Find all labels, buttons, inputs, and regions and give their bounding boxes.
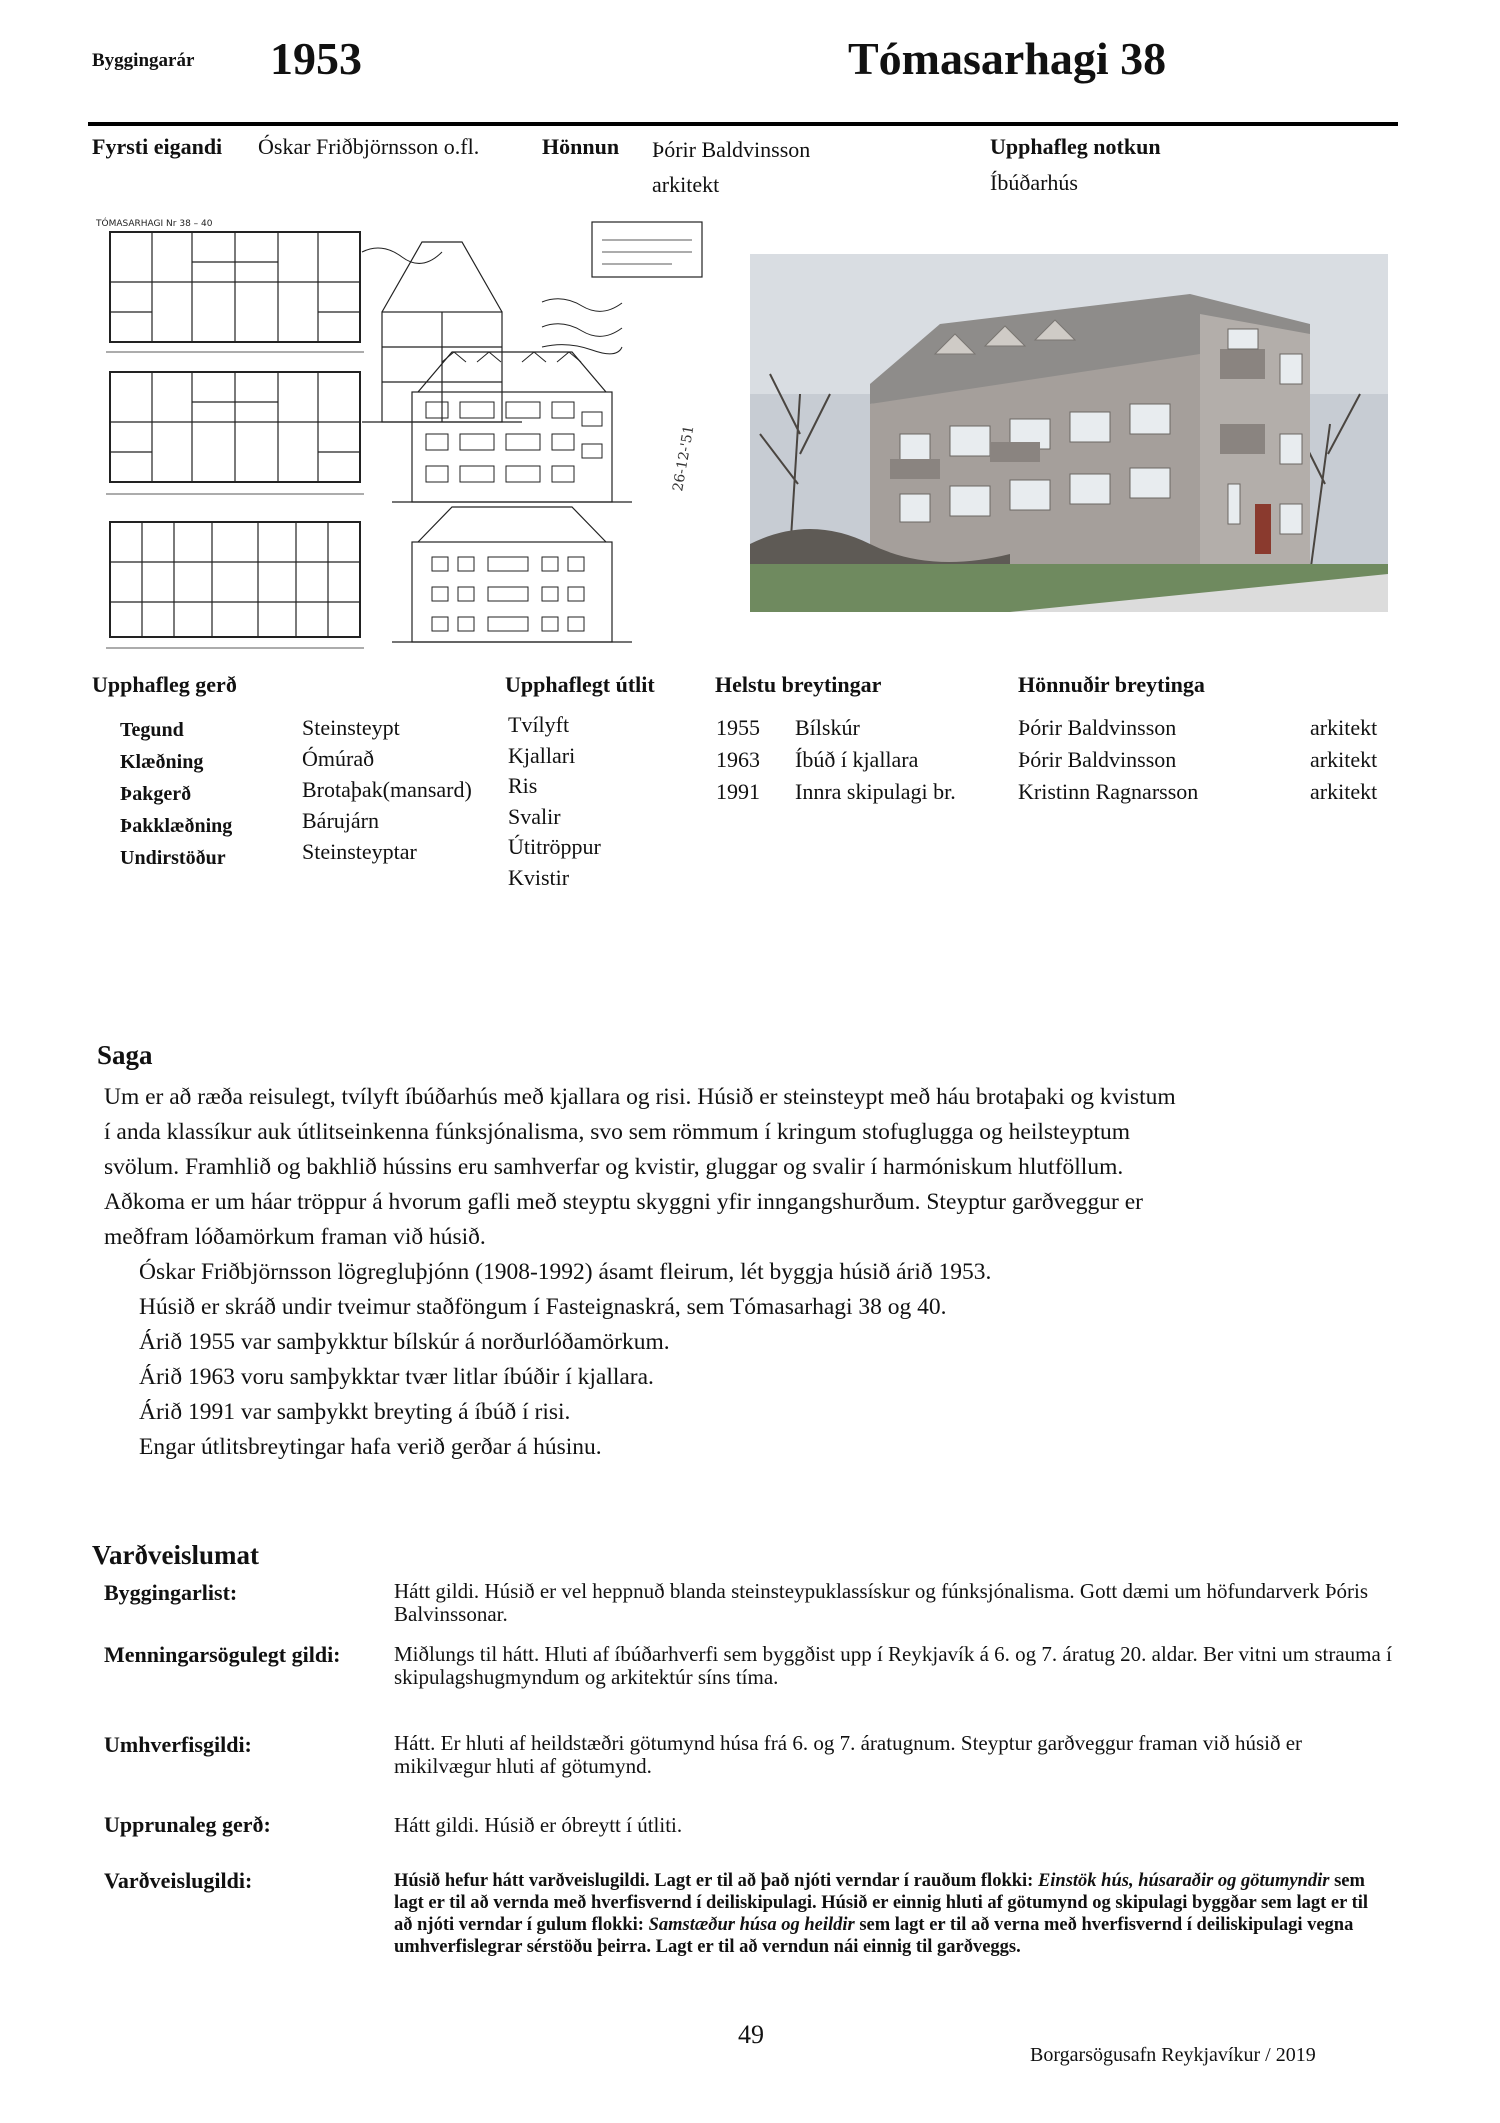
drawing-date-note: 26-12-'51: [670, 424, 698, 493]
changes-heading: Helstu breytingar: [715, 672, 882, 697]
original-type-values: [302, 712, 472, 867]
original-form-text: Hátt gildi. Húsið er óbreytt í útliti.: [394, 1813, 683, 1837]
environment-label: Umhverfisgildi:: [104, 1732, 252, 1757]
list-item: Ris: [508, 773, 538, 798]
saga-text: [104, 1080, 1394, 1465]
change-role: arkitekt: [1310, 779, 1378, 804]
saga-line: í anda klassíkur auk útlitseinkenna fúnksjónalisma, svo sem römmum í kringum stofuglugga og heilsteyptum: [104, 1119, 1131, 1145]
designer-role: arkitekt: [652, 172, 720, 197]
footer-credit: Borgarsögusafn Reykjavíkur / 2019: [1030, 2044, 1316, 2066]
roof-cladding-label: Þakklæðning: [120, 815, 233, 837]
change-year: 1955: [716, 715, 760, 740]
original-type-labels: [120, 714, 232, 874]
change-year: 1991: [716, 779, 760, 804]
change-desc: Bílskúr: [795, 715, 860, 740]
change-designer: Þórir Baldvinsson: [1018, 747, 1177, 772]
header-divider: [88, 122, 1398, 126]
roof-type-value: Brotaþak(mansard): [302, 777, 472, 802]
change-designer: Þórir Baldvinsson: [1018, 715, 1177, 740]
saga-heading: Saga: [97, 1040, 153, 1070]
change-designers-heading: Hönnuðir breytinga: [1018, 672, 1205, 697]
change-desc: Íbúð í kjallara: [795, 747, 919, 772]
list-item: Kjallari: [508, 742, 576, 768]
list-item: Tvílyft: [508, 712, 570, 737]
saga-line: Árið 1963 voru samþykktar tvær litlar íbúðir í kjallara.: [139, 1364, 654, 1390]
saga-line: Árið 1991 var samþykkt breyting á íbúð í risi.: [139, 1399, 571, 1425]
red-category-name: Einstök hús, húsaraðir og götumyndir: [1037, 1871, 1330, 1891]
foundation-label: Undirstöður: [120, 847, 226, 869]
drawing-sheet-title: TÓMASARHAGI Nr 38 – 40: [96, 219, 213, 229]
preservation-value-part: Húsið hefur hátt varðveislugildi. Lagt er til að það njóti verndar í rauðum flokki:: [394, 1871, 1038, 1891]
design-label: Hönnun: [542, 134, 620, 159]
list-item: Kvistir: [508, 864, 570, 890]
saga-line: Engar útlitsbreytingar hafa verið gerðar á húsinu.: [139, 1434, 602, 1460]
cladding-value: Ómúrað: [302, 746, 375, 771]
architecture-label: Byggingarlist:: [104, 1580, 238, 1605]
original-use-value: Íbúðarhús: [990, 170, 1078, 195]
construction-year: 1953: [270, 33, 362, 84]
type-label: Tegund: [120, 719, 184, 741]
original-appearance-list: [508, 710, 601, 893]
list-item: Svalir: [508, 803, 561, 829]
saga-line: Aðkoma er um háar tröppur á hvorum gafli með steyptu skyggni yfir inngangshurðum. Steyptur garðveggur er: [104, 1189, 1143, 1215]
yellow-category-name: Samstæður húsa og heildir: [648, 1915, 855, 1935]
change-role: arkitekt: [1310, 715, 1378, 740]
saga-line: Árið 1955 var samþykktur bílskúr á norðurlóðamörkum.: [139, 1329, 670, 1355]
cladding-label: Klæðning: [120, 751, 204, 773]
saga-line: Óskar Friðbjörnsson lögregluþjónn (1908-1992) ásamt fleirum, lét byggja húsið árið 1953.: [139, 1259, 992, 1285]
environment-text: Hátt. Er hluti af heildstæðri götumynd húsa frá 6. og 7. áratugnum. Steyptur garðveggur framan við húsið er mikilvægur hluti af götumynd.: [394, 1731, 1303, 1778]
roof-type-label: Þakgerð: [120, 783, 192, 805]
cultural-history-text: Miðlungs til hátt. Hluti af íbúðarhverfi sem byggðist upp í Reykjavík á 6. og 7. áratug 20. aldar. Ber vitni um strauma í skipulagshugmyndum og arkitektúr síns tíma.: [394, 1642, 1392, 1689]
saga-line: Húsið er skráð undir tveimur staðföngum í Fasteignaskrá, sem Tómasarhagi 38 og 40.: [139, 1294, 947, 1320]
year-label: Byggingarár: [92, 50, 195, 71]
foundation-value: Steinsteyptar: [302, 839, 417, 864]
original-appearance-heading: Upphaflegt útlit: [505, 672, 655, 697]
change-role: arkitekt: [1310, 747, 1378, 772]
page-title: Tómasarhagi 38: [848, 33, 1167, 84]
original-type-heading: Upphafleg gerð: [92, 672, 237, 697]
architecture-text: Hátt gildi. Húsið er vel heppnuð blanda steinsteypuklassískur og fúnksjónalisma. Gott dæmi um höfundarverk Þóris Balvinssonar.: [394, 1579, 1369, 1626]
change-desc: Innra skipulagi br.: [795, 779, 956, 804]
designer-name: Þórir Baldvinsson: [652, 137, 811, 162]
change-year: 1963: [716, 747, 760, 772]
preservation-value-text: [394, 1870, 1374, 1958]
saga-line: meðfram lóðamörkum framan við húsið.: [104, 1224, 486, 1250]
architectural-drawing: [92, 212, 724, 658]
preservation-value-part: sem lagt er til að verna með hverfisvernd í deiliskipulagi vegna umhverfislegrar sérstöðu þeirra. Lagt er til að verndun nái einnig til garðveggs.: [394, 1915, 1354, 1957]
changes-descriptions: [795, 712, 956, 808]
type-value: Steinsteypt: [302, 715, 400, 740]
preservation-heading: Varðveislumat: [92, 1540, 259, 1570]
preservation-value-label: Varðveislugildi:: [104, 1868, 253, 1893]
original-use-label: Upphafleg notkun: [990, 134, 1161, 159]
preservation-value-part: sem lagt er til að vernda með hverfisvernd í deiliskipulagi. Húsið er einnig hluti af götumynd og skipulagi byggðar sem lagt er til að njóti verndar í gulum flokki:: [394, 1871, 1369, 1935]
page-number: 49: [738, 2020, 764, 2049]
changes-designers: [1018, 712, 1198, 808]
saga-line: Um er að ræða reisulegt, tvílyft íbúðarhús með kjallara og risi. Húsið er steinsteypt með háu brotaþaki og kvistum: [104, 1084, 1176, 1110]
changes-years: [716, 712, 760, 808]
change-designer: Kristinn Ragnarsson: [1018, 779, 1199, 804]
changes-roles: [1310, 712, 1377, 808]
cultural-history-label: Menningarsögulegt gildi:: [104, 1642, 341, 1667]
roof-cladding-value: Bárujárn: [302, 808, 379, 833]
saga-line: svölum. Framhlið og bakhlið hússins eru samhverfar og kvistir, gluggar og svalir í harmóniskum hlutföllum.: [104, 1154, 1124, 1180]
original-form-label: Upprunaleg gerð:: [104, 1812, 271, 1837]
owner-label: Fyrsti eigandi: [92, 134, 223, 159]
owner-value: Óskar Friðbjörnsson o.fl.: [258, 134, 480, 159]
house-photo: [750, 254, 1388, 612]
list-item: Útitröppur: [508, 834, 601, 859]
